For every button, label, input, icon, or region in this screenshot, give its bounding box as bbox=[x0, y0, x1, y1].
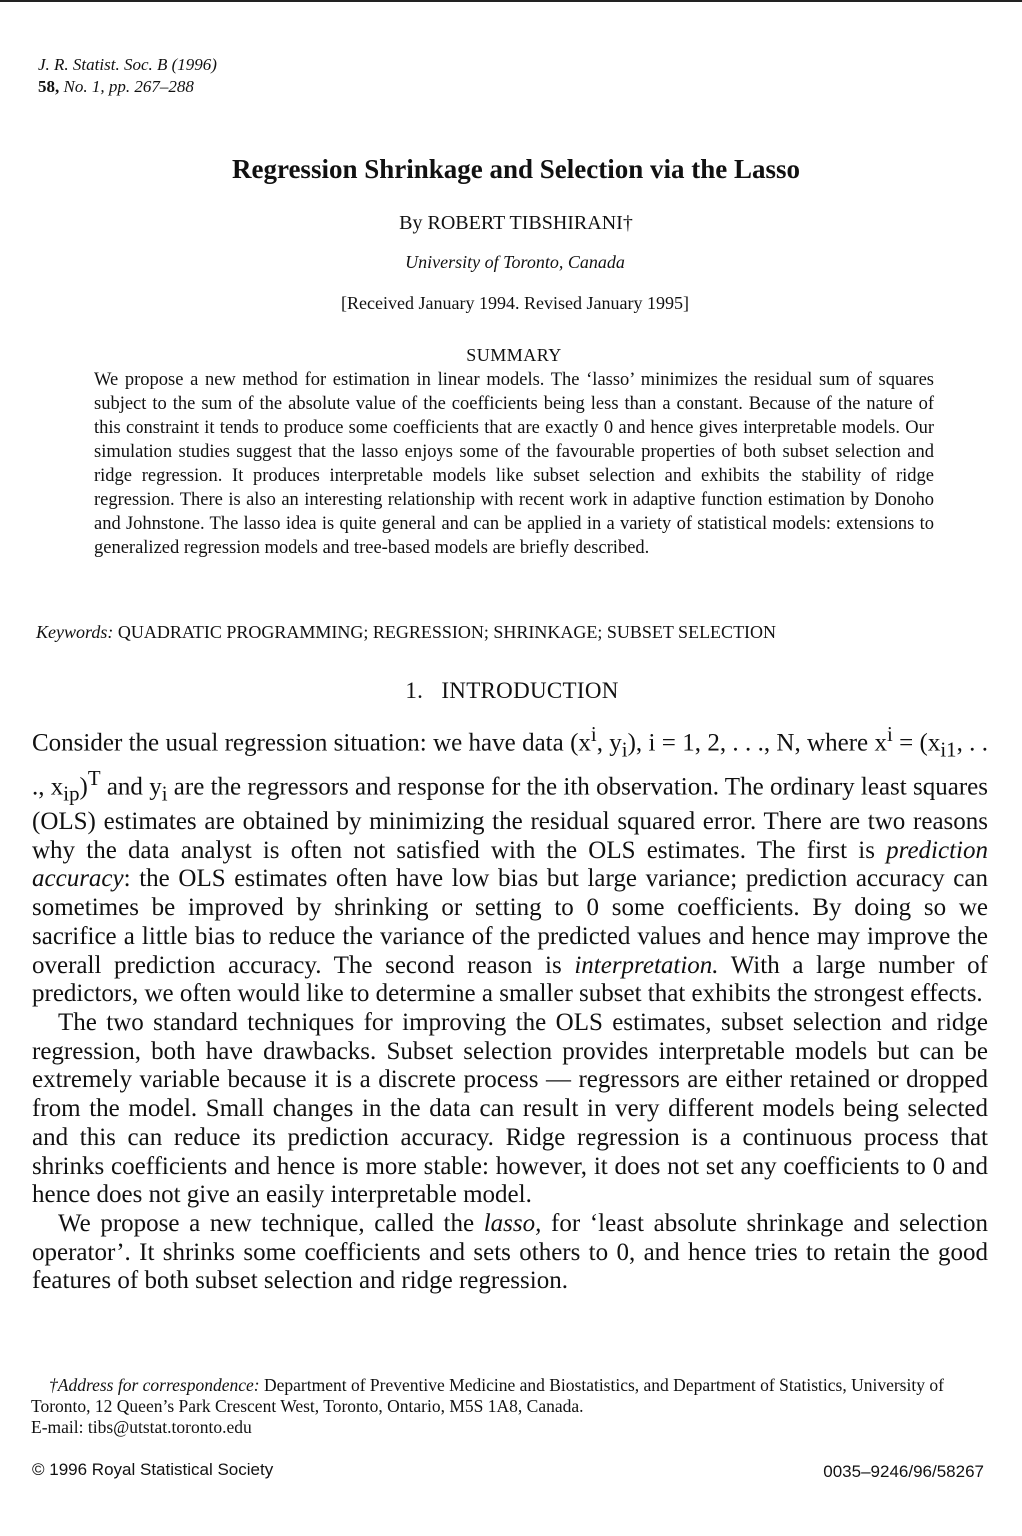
keywords-label: Keywords: bbox=[36, 622, 114, 642]
summary-heading: SUMMARY bbox=[466, 345, 562, 365]
author-affiliation: University of Toronto, Canada bbox=[405, 252, 625, 272]
section-title: INTRODUCTION bbox=[441, 678, 619, 703]
author-byline: By ROBERT TIBSHIRANI† bbox=[399, 212, 633, 234]
intro-paragraph-1: Consider the usual regression situation: we have data ($x^i$, $y_i$), i = 1, 2, . . ., N, where $x^i = (x_{i1}$, . . ., $x_{ip})^T$ and $y_i$ are the regressors and response for the ith observation. The ordinary least squares (OLS) estimates are obtained by minimizing the residual squared error. There are two reasons why the data analyst is often not satisfied with the OLS estimates. The first is prediction accuracy: the OLS estimates often have low bias but large variance; prediction accuracy can sometimes be improved by shrinking or setting to 0 some coefficients. By doing so we sacrifice a little bias to reduce the variance of the predicted values and hence may improve the overall prediction accuracy. The second reason is interpretation. With a large number of predictors, we often would like to determine a smaller subset that exhibits the strongest effects. bbox=[32, 722, 989, 1008]
copyright-notice: © 1996 Royal Statistical Society bbox=[32, 1460, 274, 1479]
issue-pages: No. 1, pp. 267–288 bbox=[59, 77, 194, 96]
journal-name-year: J. R. Statist. Soc. B (1996) bbox=[38, 55, 217, 74]
footnote-label: †Address for correspondence: bbox=[49, 1375, 260, 1395]
section-heading bbox=[0, 678, 1022, 704]
summary-text: We propose a new method for estimation in linear models. The ‘lasso’ minimizes the residual sum of squares subject to the sum of the absolute value of the coefficients being less than a constant. Because of the nature of this constraint it tends to produce some coefficients that are exactly 0 and hence gives interpretable models. Our simulation studies suggest that the lasso enjoys some of the favourable properties of both subset selection and ridge regression. It produces interpretable models like subset selection and exhibits the stability of ridge regression. There is also an interesting relationship with recent work in adaptive function estimation by Donoho and Johnstone. The lasso idea is quite general and can be applied in a variety of statistical models: extensions to generalized regression models and tree-based models are briefly described. bbox=[94, 370, 934, 558]
keywords-list: QUADRATIC PROGRAMMING; REGRESSION; SHRINKAGE; SUBSET SELECTION bbox=[117, 622, 777, 642]
top-border-line bbox=[0, 0, 1022, 2]
intro-paragraph-2: The two standard techniques for improving the OLS estimates, subset selection and ridge regression, both have drawbacks. Subset selection provides interpretable models but can be extremely variable because it is a discrete process — regressors are either retained or dropped from the model. Small changes in the data can result in very different models being selected and this can reduce its prediction accuracy. Ridge regression is a continuous process that shrinks coefficients and hence is more stable: however, it does not set any coefficients to 0 and hence does not give an easily interpretable model. bbox=[32, 1008, 988, 1209]
journal-citation bbox=[38, 54, 217, 98]
footnote-address: †Address for correspondence: Department of Preventive Medicine and Biostatistics, and Department of Statistics, University of Toronto, 12 Queen’s Park Crescent West, Toronto, Ontario, M5S 1A8, Canada. bbox=[31, 1375, 944, 1416]
keywords-line bbox=[36, 622, 936, 643]
section-number: 1. bbox=[405, 678, 424, 703]
intro-paragraph-3: We propose a new technique, called the lasso, for ‘least absolute shrinkage and selection operator’. It shrinks some coefficients and sets others to 0, and hence tries to retain the good features of both subset selection and ridge regression. bbox=[32, 1209, 988, 1295]
paper-title: Regression Shrinkage and Selection via the Lasso bbox=[231, 154, 801, 184]
volume-number: 58, bbox=[38, 77, 60, 96]
volume-issue-pages bbox=[38, 76, 217, 98]
footnote-email: E-mail: tibs@utstat.toronto.edu bbox=[31, 1417, 252, 1437]
correspondence-footnote bbox=[31, 1375, 987, 1438]
issn-code: 0035–9246/96/58267 bbox=[823, 1462, 984, 1481]
introduction-body bbox=[32, 720, 988, 1296]
received-dates: [Received January 1994. Revised January 1995] bbox=[341, 293, 689, 313]
